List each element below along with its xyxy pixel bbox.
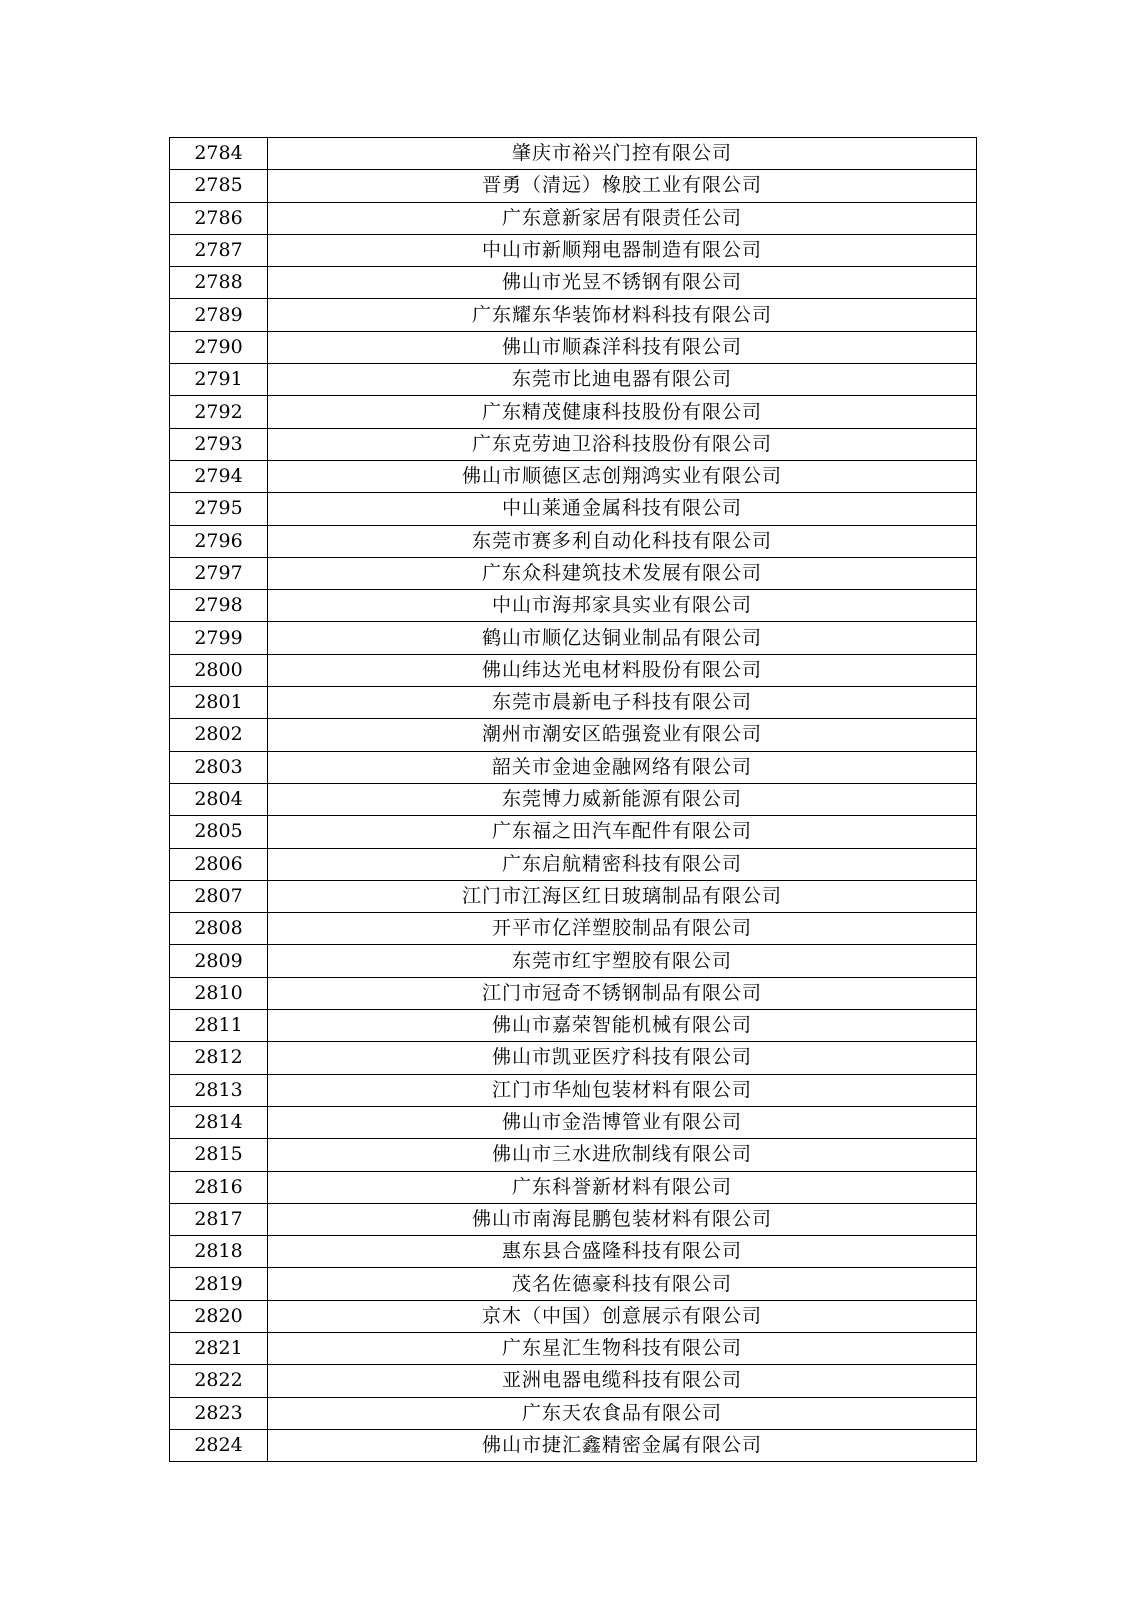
row-number: 2795: [170, 493, 268, 525]
company-name: 茂名佐德豪科技有限公司: [268, 1268, 977, 1300]
table-row: [170, 1010, 977, 1042]
table-row: [170, 364, 977, 396]
row-number: 2818: [170, 1236, 268, 1268]
row-number: 2787: [170, 234, 268, 266]
table-row: [170, 751, 977, 783]
company-name: 东莞市比迪电器有限公司: [268, 364, 977, 396]
table-row: [170, 913, 977, 945]
company-name: 广东克劳迪卫浴科技股份有限公司: [268, 428, 977, 460]
row-number: 2803: [170, 751, 268, 783]
row-number: 2802: [170, 719, 268, 751]
table-row: [170, 557, 977, 589]
table-row: [170, 1429, 977, 1461]
row-number: 2804: [170, 783, 268, 815]
table-row: [170, 977, 977, 1009]
row-number: 2823: [170, 1397, 268, 1429]
company-name: 鹤山市顺亿达铜业制品有限公司: [268, 622, 977, 654]
table-row: [170, 654, 977, 686]
table-row: [170, 590, 977, 622]
table-row: [170, 234, 977, 266]
company-name: 佛山市光昱不锈钢有限公司: [268, 267, 977, 299]
table-row: [170, 1106, 977, 1138]
row-number: 2816: [170, 1171, 268, 1203]
table-row: [170, 848, 977, 880]
row-number: 2817: [170, 1203, 268, 1235]
row-number: 2822: [170, 1365, 268, 1397]
company-name: 广东众科建筑技术发展有限公司: [268, 557, 977, 589]
row-number: 2799: [170, 622, 268, 654]
row-number: 2809: [170, 945, 268, 977]
table-row: [170, 1236, 977, 1268]
table-row: [170, 1042, 977, 1074]
company-name: 中山市新顺翔电器制造有限公司: [268, 234, 977, 266]
table-row: [170, 945, 977, 977]
row-number: 2805: [170, 816, 268, 848]
row-number: 2806: [170, 848, 268, 880]
row-number: 2810: [170, 977, 268, 1009]
table-row: [170, 170, 977, 202]
row-number: 2798: [170, 590, 268, 622]
table-row: [170, 1139, 977, 1171]
company-name: 佛山市南海昆鹏包装材料有限公司: [268, 1203, 977, 1235]
company-name: 中山市海邦家具实业有限公司: [268, 590, 977, 622]
table-row: [170, 1332, 977, 1364]
row-number: 2797: [170, 557, 268, 589]
table-row: [170, 1300, 977, 1332]
table-row: [170, 1171, 977, 1203]
table-body: [170, 138, 977, 1462]
row-number: 2819: [170, 1268, 268, 1300]
table-row: [170, 396, 977, 428]
company-name: 佛山市捷汇鑫精密金属有限公司: [268, 1429, 977, 1461]
company-name: 佛山市顺德区志创翔鸿实业有限公司: [268, 460, 977, 492]
company-list-table: [169, 137, 977, 1462]
company-name: 东莞市红宇塑胶有限公司: [268, 945, 977, 977]
company-name: 广东精茂健康科技股份有限公司: [268, 396, 977, 428]
row-number: 2794: [170, 460, 268, 492]
table-row: [170, 687, 977, 719]
company-name: 东莞市晨新电子科技有限公司: [268, 687, 977, 719]
company-name: 晋勇（清远）橡胶工业有限公司: [268, 170, 977, 202]
company-name: 东莞市赛多利自动化科技有限公司: [268, 525, 977, 557]
company-name: 京木（中国）创意展示有限公司: [268, 1300, 977, 1332]
table-row: [170, 816, 977, 848]
table-row: [170, 267, 977, 299]
company-name: 惠东县合盛隆科技有限公司: [268, 1236, 977, 1268]
company-name: 广东意新家居有限责任公司: [268, 202, 977, 234]
row-number: 2807: [170, 880, 268, 912]
company-name: 东莞博力威新能源有限公司: [268, 783, 977, 815]
row-number: 2814: [170, 1106, 268, 1138]
row-number: 2785: [170, 170, 268, 202]
table-row: [170, 622, 977, 654]
company-name: 广东天农食品有限公司: [268, 1397, 977, 1429]
row-number: 2792: [170, 396, 268, 428]
table-row: [170, 1397, 977, 1429]
company-name: 广东星汇生物科技有限公司: [268, 1332, 977, 1364]
row-number: 2790: [170, 331, 268, 363]
row-number: 2811: [170, 1010, 268, 1042]
table-row: [170, 428, 977, 460]
row-number: 2786: [170, 202, 268, 234]
company-name: 江门市江海区红日玻璃制品有限公司: [268, 880, 977, 912]
company-name: 佛山市金浩博管业有限公司: [268, 1106, 977, 1138]
table-row: [170, 493, 977, 525]
company-name: 广东耀东华装饰材料科技有限公司: [268, 299, 977, 331]
company-name: 江门市华灿包装材料有限公司: [268, 1074, 977, 1106]
row-number: 2791: [170, 364, 268, 396]
company-name: 广东科誉新材料有限公司: [268, 1171, 977, 1203]
table-row: [170, 1268, 977, 1300]
company-name: 佛山市嘉荣智能机械有限公司: [268, 1010, 977, 1042]
row-number: 2793: [170, 428, 268, 460]
company-name: 佛山市顺森洋科技有限公司: [268, 331, 977, 363]
row-number: 2820: [170, 1300, 268, 1332]
row-number: 2789: [170, 299, 268, 331]
row-number: 2800: [170, 654, 268, 686]
row-number: 2821: [170, 1332, 268, 1364]
row-number: 2813: [170, 1074, 268, 1106]
table-row: [170, 1203, 977, 1235]
company-name: 江门市冠奇不锈钢制品有限公司: [268, 977, 977, 1009]
row-number: 2788: [170, 267, 268, 299]
table-row: [170, 138, 977, 170]
company-name: 佛山纬达光电材料股份有限公司: [268, 654, 977, 686]
table-row: [170, 783, 977, 815]
table-row: [170, 525, 977, 557]
row-number: 2801: [170, 687, 268, 719]
company-name: 亚洲电器电缆科技有限公司: [268, 1365, 977, 1397]
row-number: 2812: [170, 1042, 268, 1074]
company-name: 潮州市潮安区皓强瓷业有限公司: [268, 719, 977, 751]
company-name: 韶关市金迪金融网络有限公司: [268, 751, 977, 783]
table-row: [170, 1074, 977, 1106]
company-name: 佛山市凯亚医疗科技有限公司: [268, 1042, 977, 1074]
table-row: [170, 202, 977, 234]
row-number: 2796: [170, 525, 268, 557]
company-name: 肇庆市裕兴门控有限公司: [268, 138, 977, 170]
company-name: 广东福之田汽车配件有限公司: [268, 816, 977, 848]
table-row: [170, 880, 977, 912]
table-row: [170, 460, 977, 492]
row-number: 2808: [170, 913, 268, 945]
table-row: [170, 331, 977, 363]
company-name: 开平市亿洋塑胶制品有限公司: [268, 913, 977, 945]
row-number: 2824: [170, 1429, 268, 1461]
row-number: 2784: [170, 138, 268, 170]
row-number: 2815: [170, 1139, 268, 1171]
table-row: [170, 719, 977, 751]
table-row: [170, 299, 977, 331]
company-name: 广东启航精密科技有限公司: [268, 848, 977, 880]
table-row: [170, 1365, 977, 1397]
company-name: 佛山市三水进欣制线有限公司: [268, 1139, 977, 1171]
company-name: 中山莱通金属科技有限公司: [268, 493, 977, 525]
